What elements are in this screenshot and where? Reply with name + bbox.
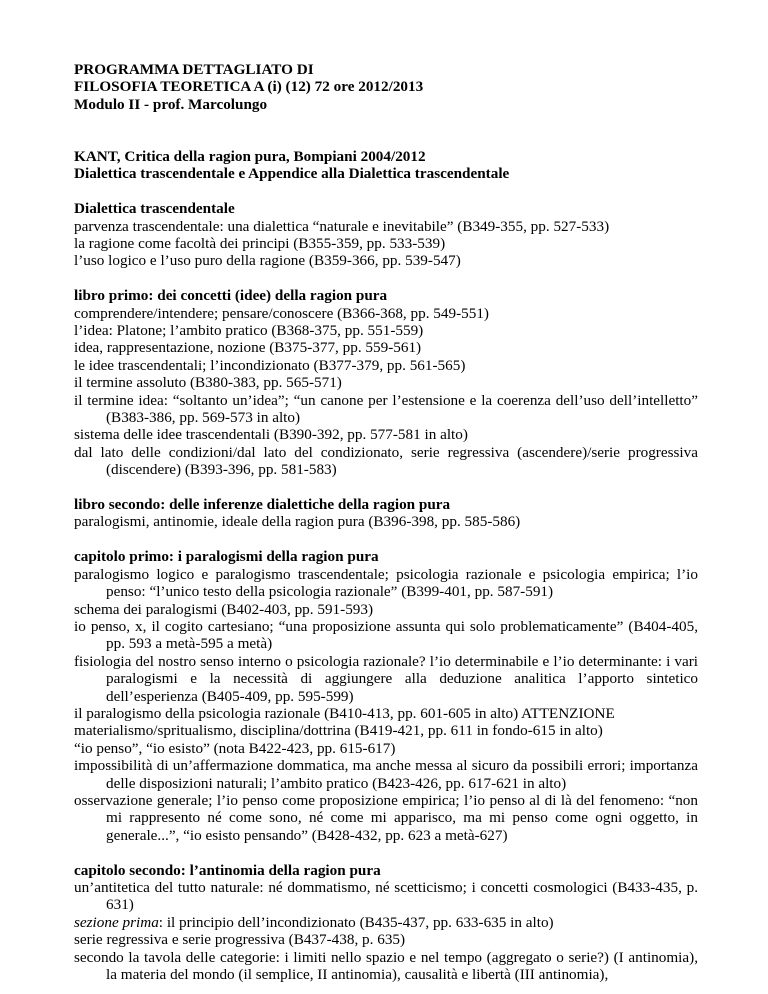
header-line: PROGRAMMA DETTAGLIATO DI bbox=[74, 61, 314, 78]
program-entry: parvenza trascendentale: una dialettica “naturale e inevitabile” (B349-355, pp. 527-533) bbox=[74, 217, 610, 235]
section-heading: capitolo primo: i paralogismi della ragion pura bbox=[74, 548, 379, 566]
work-reference bbox=[74, 148, 698, 183]
section-heading: capitolo secondo: l’antinomia della ragion pura bbox=[74, 861, 381, 879]
section bbox=[74, 548, 698, 844]
program-entry: sistema delle idee trascendentali (B390-392, pp. 577-581 in alto) bbox=[74, 426, 468, 444]
program-entry: l’idea: Platone; l’ambito pratico (B368-375, pp. 551-559) bbox=[74, 322, 424, 340]
program-entry: il paralogismo della psicologia razionale (B410-413, pp. 601-605 in alto) ATTENZIONE bbox=[74, 704, 615, 722]
program-entry: dal lato delle condizioni/dal lato del condizionato, serie regressiva (ascendere)/serie progressiva (discendere) (B393-396, pp. 581-583) bbox=[74, 443, 698, 479]
program-entry: serie regressiva e serie progressiva (B437-438, p. 635) bbox=[74, 931, 406, 949]
entry-italic-label: sezione prima bbox=[74, 913, 159, 931]
section bbox=[74, 862, 698, 984]
program-entry: materialismo/spritualismo, disciplina/dottrina (B419-421, pp. 611 in fondo-615 in alto) bbox=[74, 722, 603, 740]
header-line: FILOSOFIA TEORETICA A (i) (12) 72 ore 2012/2013 bbox=[74, 78, 424, 96]
program-entry: schema dei paralogismi (B402-403, pp. 591-593) bbox=[74, 600, 374, 618]
document-body bbox=[74, 61, 698, 983]
program-entry: l’uso logico e l’uso puro della ragione (B359-366, pp. 539-547) bbox=[74, 252, 461, 270]
program-entry: il termine idea: “soltanto un’idea”; “un canone per l’estensione e la coerenza dell’uso dell’intelletto” (B383-386, pp. 569-573 in alto) bbox=[74, 391, 698, 427]
program-entry: paralogismo logico e paralogismo trascendentale; psicologia razionale e psicologia empirica; l’io penso: “l’unico testo della psicologia razionale” (B399-401, pp. 587-591) bbox=[74, 565, 698, 601]
program-entry: “io penso”, “io esisto” (nota B422-423, pp. 615-617) bbox=[74, 739, 396, 757]
program-entry: le idee trascendentali; l’incondizionato (B377-379, pp. 561-565) bbox=[74, 356, 466, 374]
program-entry: secondo la tavola delle categorie: i limiti nello spazio e nel tempo (aggregato o serie?) (I antinomia), la materia del mondo (il semplice, II antinomia), causalità e libertà (III antinomia), bbox=[74, 948, 698, 984]
program-header bbox=[74, 61, 698, 113]
entry-text: : il principio dell’incondizionato (B435-437, pp. 633-635 in alto) bbox=[158, 913, 554, 931]
section bbox=[74, 496, 698, 531]
program-entry: io penso, x, il cogito cartesiano; “una proposizione assunta qui solo problematicamente” (B404-405, pp. 593 a metà-595 a metà) bbox=[74, 617, 698, 653]
program-entry bbox=[74, 914, 698, 931]
section bbox=[74, 287, 698, 478]
sections-container bbox=[74, 183, 698, 984]
section-heading: libro secondo: delle inferenze dialettiche della ragion pura bbox=[74, 496, 451, 514]
section-heading: Dialettica trascendentale bbox=[74, 200, 235, 218]
program-entry: il termine assoluto (B380-383, pp. 565-571) bbox=[74, 374, 342, 392]
program-entry: la ragione come facoltà dei principi (B355-359, pp. 533-539) bbox=[74, 235, 446, 253]
program-entry: fisiologia del nostro senso interno o psicologia razionale? l’io determinabile e l’io determinante: i vari paralogismi e la necessità di aggiungere alla deduzione analitica l’apporto sintetico dell’esperienza (B405-409, pp. 595-599) bbox=[74, 652, 698, 705]
program-entry: impossibilità di un’affermazione dommatica, ma anche messa al sicuro da possibili errori; importanza delle disposizioni naturali; l’ambito pratico (B423-426, pp. 617-621 in alto) bbox=[74, 757, 698, 792]
header-line: Modulo II - prof. Marcolungo bbox=[74, 95, 268, 113]
program-entry: paralogismi, antinomie, ideale della ragion pura (B396-398, pp. 585-586) bbox=[74, 513, 521, 531]
program-entry: osservazione generale; l’io penso come proposizione empirica; l’io penso al di là del fenomeno: “non mi rappresento né come sono, né come mi apparisco, ma mi penso come ogni oggetto, in generale...”, “io esisto pensando” (B428-432, pp. 623 a metà-627) bbox=[74, 791, 698, 844]
work-subtitle: Dialettica trascendentale e Appendice alla Dialettica trascendentale bbox=[74, 165, 510, 183]
program-entry: idea, rappresentazione, nozione (B375-377, pp. 559-561) bbox=[74, 339, 422, 357]
section bbox=[74, 200, 698, 270]
work-title: KANT, Critica della ragion pura, Bompiani 2004/2012 bbox=[74, 148, 426, 165]
program-entry: comprendere/intendere; pensare/conoscere (B366-368, pp. 549-551) bbox=[74, 304, 489, 322]
program-entry: un’antitetica del tutto naturale: né dommatismo, né scetticismo; i concetti cosmologici (B433-435, p. 631) bbox=[74, 878, 698, 914]
section-heading: libro primo: dei concetti (idee) della ragion pura bbox=[74, 287, 388, 305]
